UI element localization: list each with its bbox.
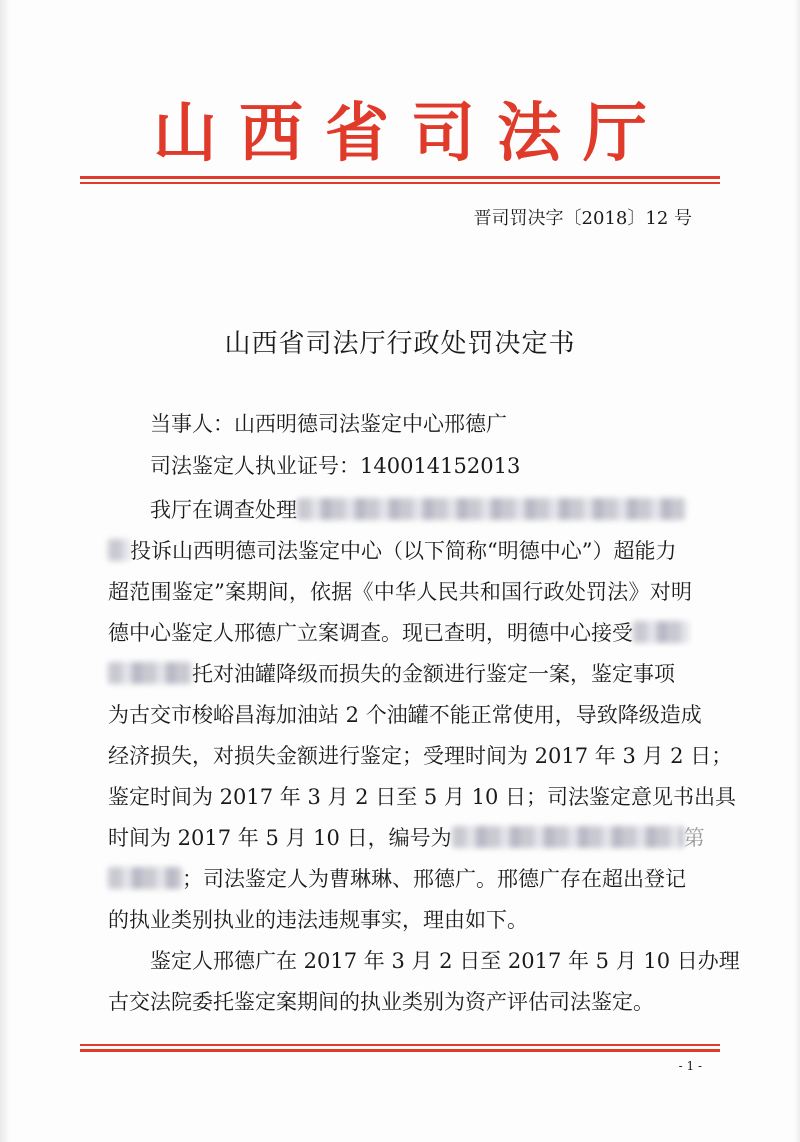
body-line-8: 鉴定时间为 2017 年 3 月 2 日至 5 月 10 日；司法鉴定意见书出具 [108, 785, 736, 809]
document-number: 晋司罚决字〔2018〕12 号 [473, 208, 692, 229]
body-line-7: 经济损失，对损失金额进行鉴定；受理时间为 2017 年 3 月 2 日； [108, 744, 733, 768]
party-value: 山西明德司法鉴定中心邢德广 [234, 412, 507, 436]
document-title: 山西省司法厅行政处罚决定书 [224, 329, 576, 359]
footer-rule-thin [80, 1044, 720, 1046]
letterhead-rule-thin [80, 182, 720, 184]
body-line-9 [108, 823, 705, 853]
body-line-5 [108, 659, 692, 689]
body-text: 投诉山西明德司法鉴定中心（以下简称“明德中心”）超能力 [130, 539, 677, 563]
body-text: 时间为 2017 年 5 月 10 日，编号为 [108, 826, 452, 850]
letterhead-title: 山西省司法厅 [153, 97, 669, 171]
redacted-block [452, 826, 684, 848]
redacted-block [108, 662, 192, 684]
body-line-1 [108, 495, 692, 525]
body-line-11: 的执业类别执业的违法违规事实，理由如下。 [108, 908, 528, 932]
body-line-3: 超范围鉴定”案期间，依据《中华人民共和国行政处罚法》对明 [108, 580, 692, 604]
body-line-2 [108, 536, 692, 566]
para2-line-2: 古交法院委托鉴定案期间的执业类别为资产评估司法鉴定。 [108, 990, 654, 1014]
body-text: ；司法鉴定人为曹琳琳、邢德广。邢德广存在超出登记 [182, 867, 686, 891]
letterhead-rule-thick [80, 176, 720, 179]
page-number: - 1 - [678, 1059, 702, 1073]
redacted-block [108, 539, 130, 561]
license-label: 司法鉴定人执业证号： [150, 454, 360, 478]
party-label: 当事人： [150, 412, 234, 436]
para2-line-1: 鉴定人邢德广在 2017 年 3 月 2 日至 2017 年 5 月 10 日办理 [150, 949, 740, 973]
footer-rule-thick [80, 1049, 720, 1052]
body-line-4 [108, 618, 692, 648]
body-text: 我厅在调查处理 [150, 498, 297, 522]
body-line-10 [108, 864, 692, 894]
body-text: 托对油罐降级而损失的金额进行鉴定一案，鉴定事项 [192, 662, 675, 686]
license-value: 140014152013 [360, 454, 521, 478]
body-line-6: 为古交市梭峪昌海加油站 2 个油罐不能正常使用，导致降级造成 [108, 703, 702, 727]
party-line [108, 409, 692, 439]
redacted-block [633, 621, 689, 643]
redacted-block [297, 498, 685, 520]
body-text-faded: 第 [683, 826, 705, 850]
body-text: 德中心鉴定人邢德广立案调查。现已查明，明德中心接受 [108, 621, 633, 645]
license-line [108, 451, 692, 481]
redacted-block [108, 867, 182, 889]
